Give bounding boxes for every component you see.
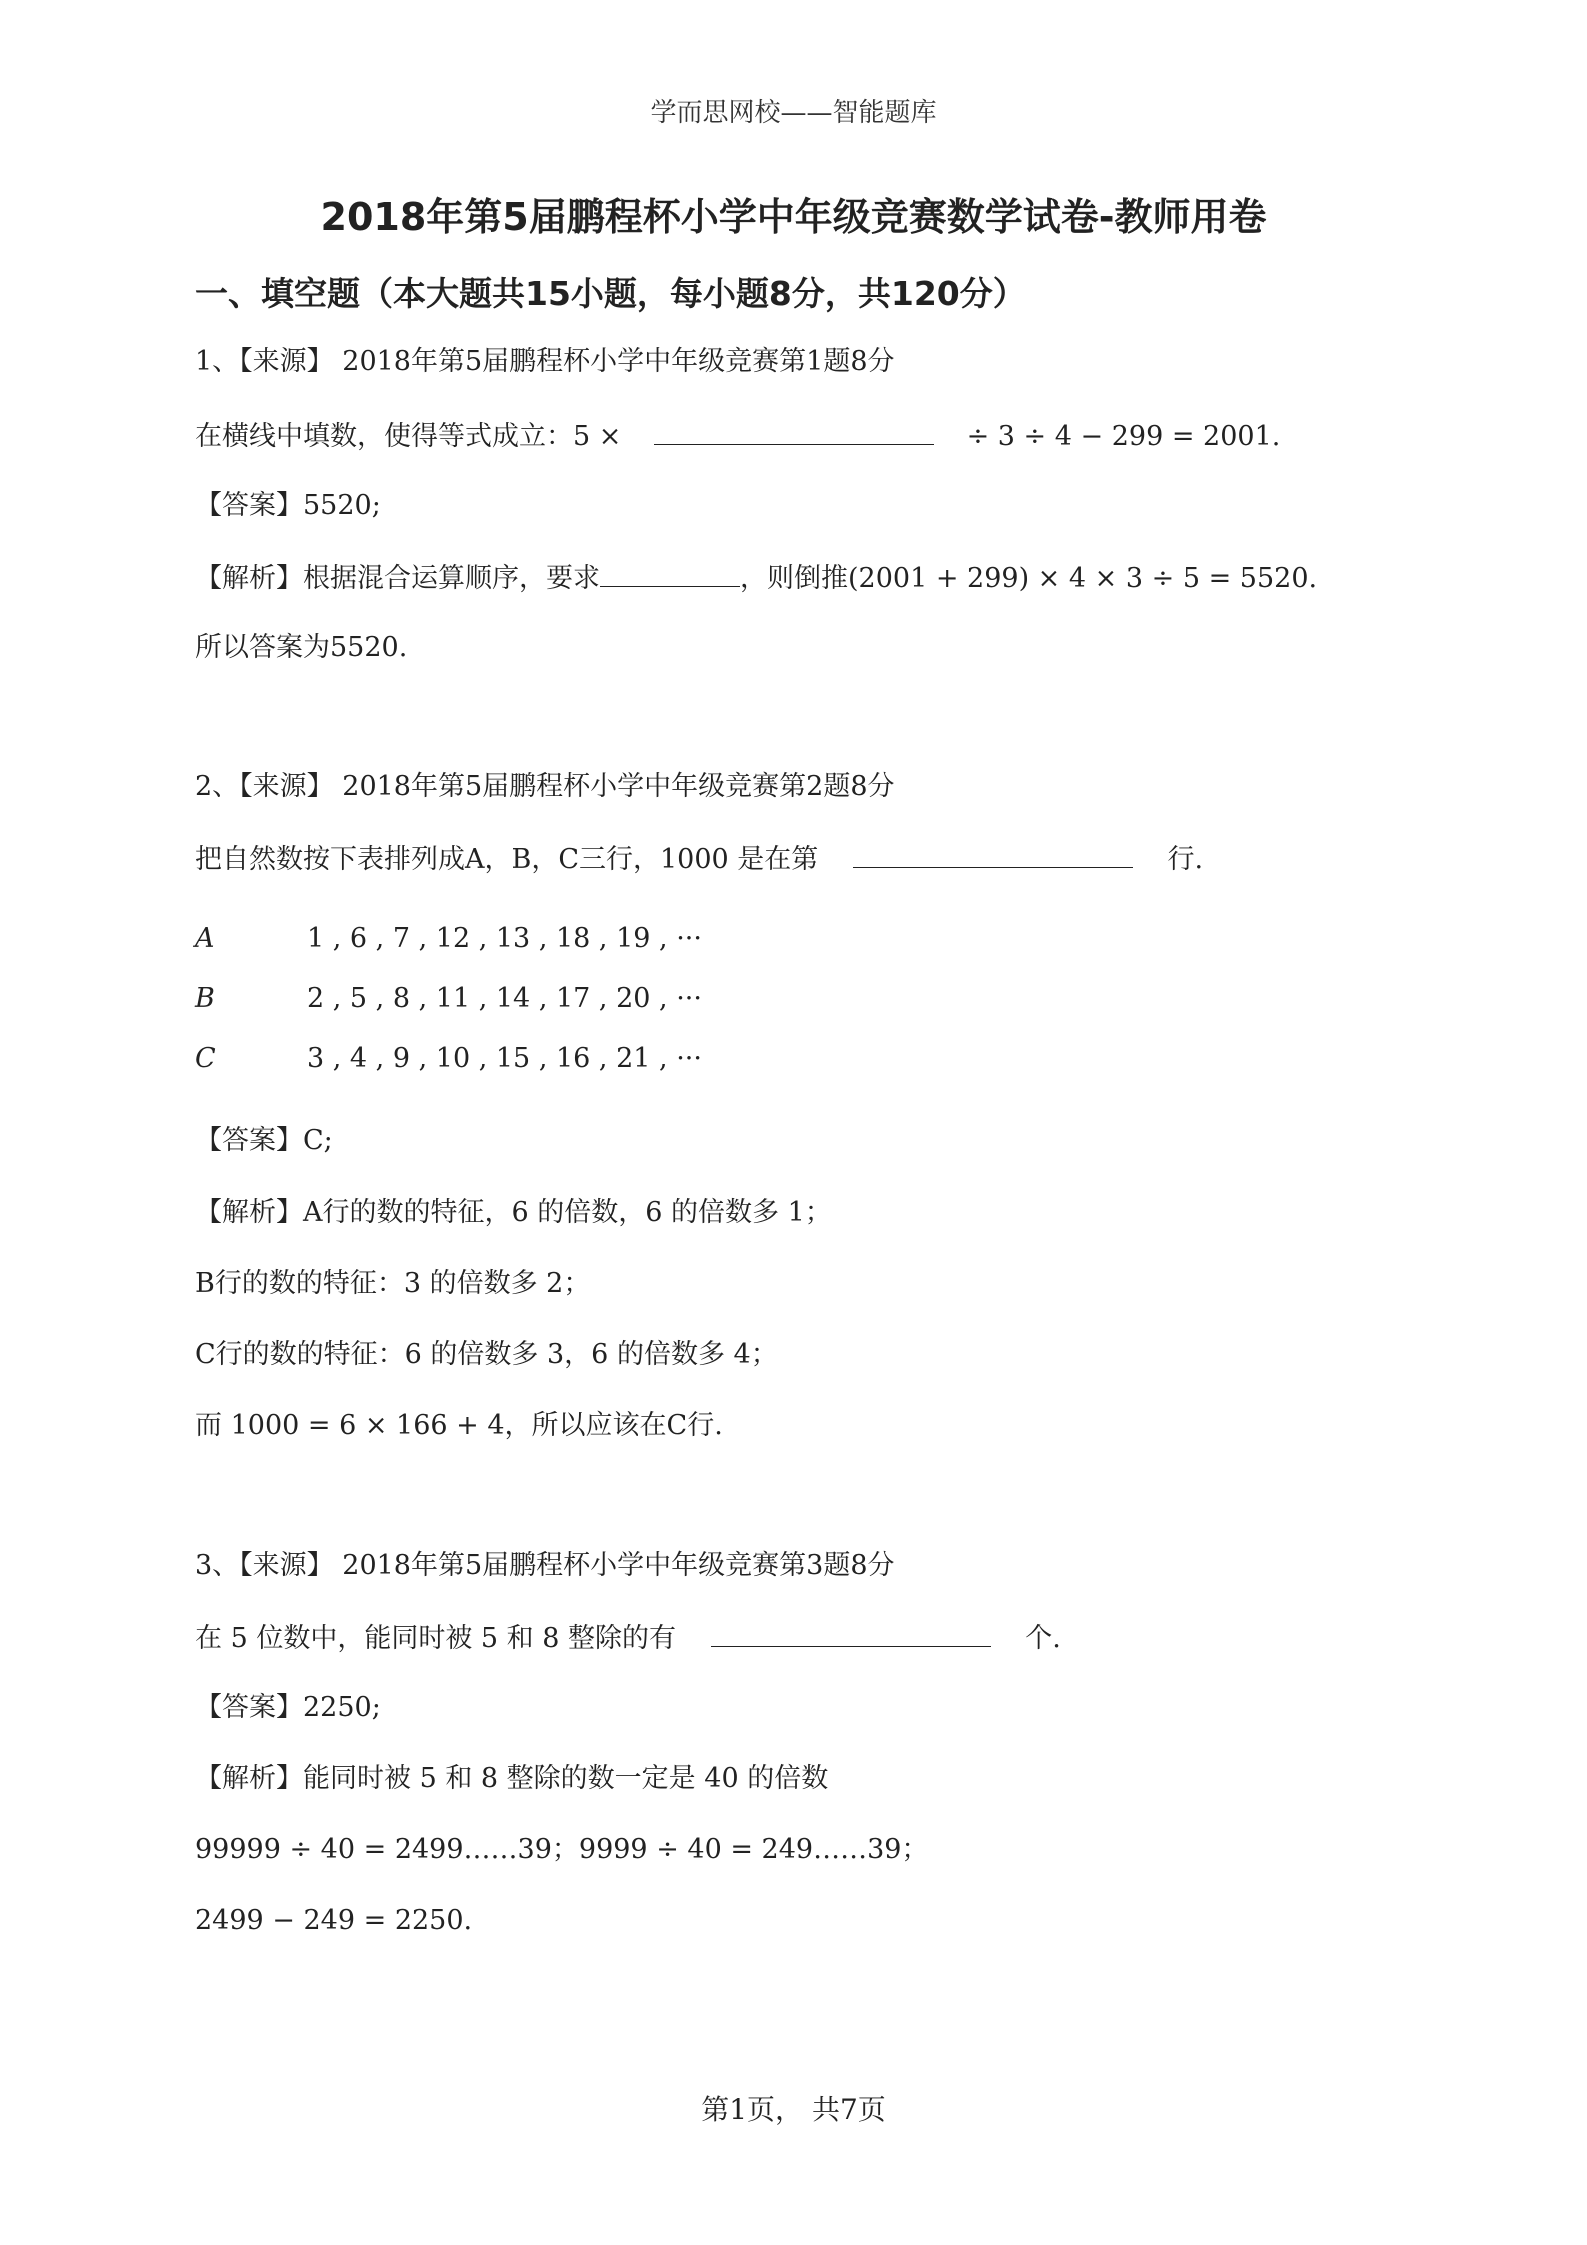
q1-answer: 【答案】5520; (195, 490, 381, 521)
q2-answer: 【答案】C; (195, 1125, 333, 1156)
q2-stem-post: 行. (1167, 844, 1204, 875)
q2-stem-pre: 把自然数按下表排列成A，B，C三行，1000 是在第 (195, 844, 819, 875)
q1-source: 1、【来源】 2018年第5届鹏程杯小学中年级竞赛第1题8分 (195, 346, 895, 377)
q3-stem-post: 个. (1025, 1623, 1061, 1654)
q3-analysis-line: 【解析】能同时被 5 和 8 整除的数一定是 40 的倍数 (195, 1763, 829, 1794)
page-header: 学而思网校——智能题库 (650, 98, 937, 128)
q2-row-values: 1 , 6 , 7 , 12 , 13 , 18 , 19 , ··· (307, 923, 702, 954)
q1-stem-pre: 在横线中填数，使得等式成立：5 × (195, 421, 622, 452)
q1-analysis-post: ，则倒推(2001 + 299) × 4 × 3 ÷ 5 = 5520. (740, 563, 1318, 594)
q1-stem (195, 420, 1280, 450)
q1-stem-post: ÷ 3 ÷ 4 − 299 = 2001. (966, 421, 1281, 452)
exam-title: 2018年第5届鹏程杯小学中年级竞赛数学试卷-教师用卷 (320, 195, 1267, 239)
q2-row-label: A (195, 923, 215, 954)
q2-source: 2、【来源】 2018年第5届鹏程杯小学中年级竞赛第2题8分 (195, 771, 895, 802)
q3-analysis-line: 99999 ÷ 40 = 2499……39；9999 ÷ 40 = 249……39； (195, 1834, 929, 1865)
q3-stem (195, 1622, 1061, 1652)
q1-analysis-line2: 所以答案为5520. (195, 632, 408, 663)
q2-answer-blank (853, 843, 1133, 868)
q2-analysis-line: C行的数的特征：6 的倍数多 3，6 的倍数多 4； (195, 1339, 778, 1370)
q2-row-values: 2 , 5 , 8 , 11 , 14 , 17 , 20 , ··· (307, 983, 702, 1014)
q3-answer-blank (711, 1622, 991, 1647)
q2-stem (195, 843, 1203, 873)
q2-row-label: C (195, 1043, 216, 1074)
q2-analysis-line: B行的数的特征：3 的倍数多 2； (195, 1268, 591, 1299)
q3-answer: 【答案】2250; (195, 1692, 381, 1723)
q1-analysis-pre: 【解析】根据混合运算顺序，要求 (195, 563, 600, 594)
q3-analysis-line: 2499 − 249 = 2250. (195, 1905, 473, 1936)
q2-row-values: 3 , 4 , 9 , 10 , 15 , 16 , 21 , ··· (307, 1043, 702, 1074)
q1-analysis (195, 562, 1317, 592)
q3-source: 3、【来源】 2018年第5届鹏程杯小学中年级竞赛第3题8分 (195, 1550, 895, 1581)
q2-analysis-line: 而 1000 = 6 × 166 + 4，所以应该在C行. (195, 1410, 723, 1441)
section-title: 一、填空题（本大题共15小题，每小题8分，共120分） (195, 274, 1026, 313)
q2-row-label: B (195, 983, 215, 1014)
q3-stem-pre: 在 5 位数中，能同时被 5 和 8 整除的有 (195, 1623, 677, 1654)
q1-analysis-blank (600, 562, 740, 587)
q1-answer-blank (654, 420, 934, 445)
q2-analysis-line: 【解析】A行的数的特征，6 的倍数，6 的倍数多 1； (195, 1197, 832, 1228)
page-footer: 第1页， 共7页 (701, 2093, 886, 2126)
